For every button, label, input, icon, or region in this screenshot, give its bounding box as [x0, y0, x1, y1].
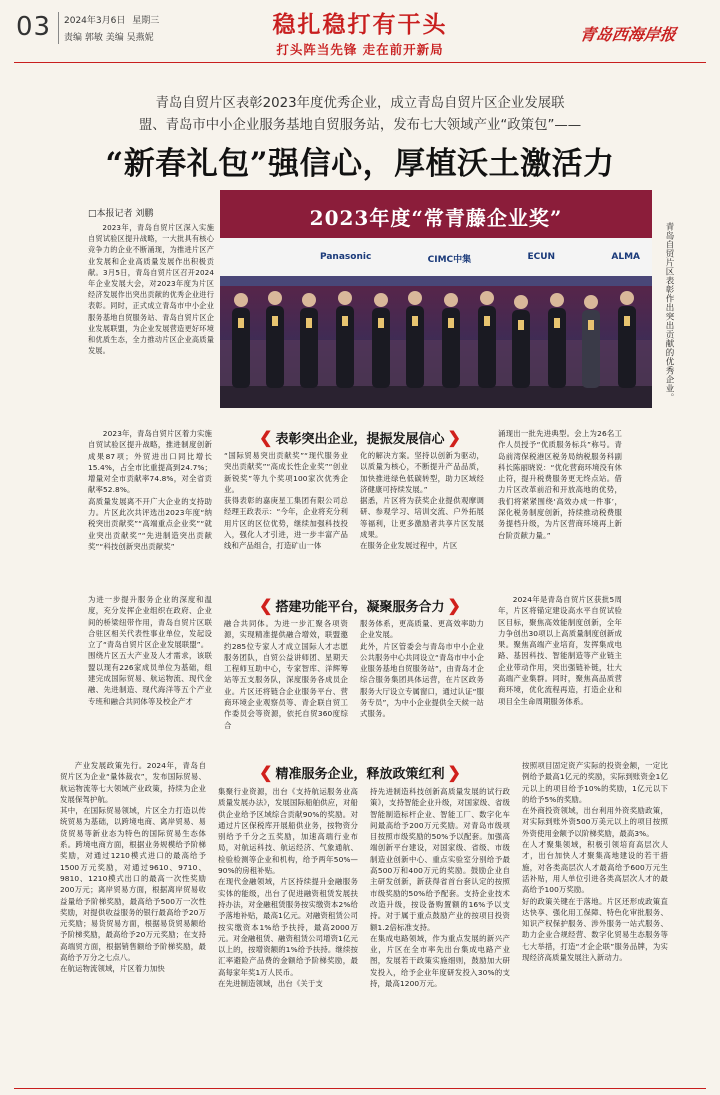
section-heading-1: ❮ 表彰突出企业，提振发展信心 ❯ [259, 427, 461, 447]
s1c3-text: 化的解决方案。坚持以创新为驱动，以质量为核心，不断提升产品品质，加快推进绿色低碳转型，助力区域经济健康可持续发展。” 据悉，片区将为获奖企业提供观摩调研、参观学习、培训交流、户外拓展等福利，让更多激励者共享片区发展成果。 在服务企业发展过程中，片区 [360, 451, 484, 551]
editors: 责编 郭敏 美编 吴燕妮 [64, 33, 154, 43]
s3c3-text: 持先进制造科技创新高质量发展的试行政策》，支持智能企业升级，对国家级、省级智能制造标杆企业、智能工厂、数字化车间最高给予200万元奖励。对青岛市级项目按照市级奖励的50%予以配套。加强高端创新平台建设，对国家级、省级、市级制造业创新中心、重点实验室分别给予最高500万和400万元的奖励。鼓励企业自主研发创新，新获得省首台套认定的按照市级奖励的50%给予配套。支持企业技术改造升级，按设备购置额的16%予以支持。对于属于重点鼓励产业的按项目投资额1.2倍标准支持。 在集成电路领域，作为重点发展的新兴产业，片区在全市率先出台集成电路产业图，发展若干政策实施细则，鼓励加大研发投入，给予企业年度研发投入30%的支持，最高1200万元。 [370, 787, 510, 989]
section-1-col-4 [498, 428, 622, 566]
section-heading-2: ❮ 搭建功能平台，凝聚服务合力 ❯ [259, 595, 461, 615]
sponsor-logo-row [320, 252, 640, 265]
bracket-right-icon: ❯ [447, 595, 461, 615]
s1c2-text: “国际贸易突出贡献奖”“现代服务业突出贡献奖”“高成长性企业奖”“创业新锐奖”等九个奖项100家次优秀企业。 获得表彰的嘉庚星工集团有限公司总经理王政表示：“今年，企业将充分利用片区的区位优势，继续加强科技投入，强化人才引进，进一步丰富产品线和产品组合，打造矿山一体 [224, 451, 348, 551]
s2c4-text: 2024年是青岛自贸片区获批5周年，片区将锚定建设高水平自贸试验区目标，聚焦高效能制度创新，全年力争创出30项以上高质量制度创新成果。聚焦高端产业培育，发挥集成电路、基因科技、智能制造等产业链主企业带动作用，突出强链补链，壮大高端产业集群。同时，聚焦高品质营商环境，优化流程再造，打造企业和项目全生命周期服务体系。 [498, 595, 622, 706]
lead-text: 2023年，青岛自贸片区深入实施自贸试验区提升战略，一大批具有核心竞争力的企业不断涌现，为推进片区产业发展和企业高质量发展作出积极贡献。3月5日，青岛自贸片区召开2024年企业发展大会，对2023年度为片区经济发展作出突出贡献的优秀企业进行表彰。同时，正式成立青岛市中小企业服务基地自贸服务站、青岛自贸片区企业发展联盟，为企业发展营造更好环境和优质生态，全力推动片区企业高质量发展。 [88, 223, 214, 356]
award-photo [220, 190, 652, 408]
s3c2-text: 集聚行业资源，出台《支持航运服务业高质量发展办法》，发展国际船舶供应，对船供企业给予区域综合贡献90%的奖励。对通过片区保税库开展船供业务，按物资分别给予千分之五奖励，加速高端行业布局，对航运科技、航运经济、气象通航、检验检测等企业和机构，给予两年50%—90%的房租补贴。 在现代金融领域，片区持续提升金融服务实体的能级，出台了促进融资租赁发展扶持办法，对金融租赁服务按实缴资本2%给予落地补贴，最高1亿元。对融资租赁公司按实缴资本1%给予扶持，最高2000万元。对金融租赁、融资租赁公司增资1亿元以上的，按增资额的1%给予扶持。继续按汇率避险产品费的金额给予阶梯奖励，最高每家年奖1万人民币。 在先进制造领域，出台《关于支 [218, 787, 358, 989]
kicker-line-2: 盟、青岛市中小企业服务基地自贸服务站，发布七大领域产业“政策包”—— [138, 118, 582, 133]
s1c4-text: 涌现出一批先进典型。会上为26名工作人员授予“优质服务标兵”称号。青岛前湾保税港区税务局纳税服务科副科长陈丽晓说：“优化营商环境没有休止符，提升税费服务更无终点站。借力片区改革前沿和开放高地的优势，我们将紧紧围绕‘高效办成一件事’，深化税务制度创新，持续推动税费服务提档升级，为片区营商环境再上新台阶贡献力量。” [498, 429, 622, 540]
s2c2-text: 融合共同体。为进一步汇聚各项资源，实现精准提供融合增效，联盟邀约285位专家人才成立国际人才志愿服务团队，自贸公益讲师团、星期天工程师互助中心，专家智库、洋辉筹站等五支服务队，深度服务各成员企业。片区还将链合企业服务平台、营商环境企业观察员等、青企联自贸工作委员会等资源，依托自贸360度综合 [224, 619, 348, 730]
sponsor-logo-2: CIMC中集 [427, 255, 472, 265]
s3c4-text: 按照项目固定资产实际的投资金额，一定比例给予最高1亿元的奖励，实际到账资金1亿元以上的项目给予10%的奖励，1亿元以下的给予5%的奖励。 在外商投资领域，出台利用外资奖励政策，对实际到账外资500万美元以上的项目按照外资使用金额予以阶梯奖励，最高3%。 在人才聚集领域，积极引领培育高层次人才，出台加快人才聚集高地建设的若干措施，对各类高层次人才最高给予600万元生活补贴，用人单位引进各类高层次人才的最高给予100万奖励。 好的政策关键在于落地。片区还形成政策直达快享、强化用工保障、特色化审批服务、知识产权保护服务、涉外服务一站式服务、助力企业合规经营、数字化贸易生态服务等七大举措，打造“才企企联”服务品牌，为实现经济高质量发展注入新动力。 [522, 761, 668, 963]
kicker-line-1: 青岛自贸片区表彰2023年度优秀企业，成立青岛自贸片区企业发展联 [155, 96, 565, 111]
weekday: 星期三 [132, 16, 160, 26]
section-3-col-3 [370, 786, 510, 1080]
sponsor-logo-1: Panasonic [320, 252, 372, 262]
section-1-col-2 [224, 450, 348, 565]
section-2-col-4 [498, 594, 622, 734]
s3c1-text: 产业发展政策先行。2024年，青岛自贸片区为企业“量体裁衣”，发布国际贸易、航运物流等七大领域产业政策，持续为企业发展保驾护航。 其中，在国际贸易领域，片区全力打造以传统贸易为基础，以跨境电商、离岸贸易、易货贸易等新业态为特色的国际贸易生态体系。跨境电商方面，根据业务规模给予阶梯奖励，对通过1210模式进口的最高给予1500万元奖励，对通过9610、9710、9810、1210模式出口的最高一次性奖励200万元；离岸贸易方面，根据离岸贸易收益量给予阶梯奖励，最高给予500万一次性奖励，对提供收益服务的银行最高给予20万元奖励；易货贸易方面，根据易货贸易额给予阶梯奖励，最高给予20万元奖励；在支持高端贸方面，根据销售额给予阶梯奖励，最高给予万分之七点八。 在航运物流领域，片区着力加快 [60, 761, 206, 974]
s2c1-text: 为进一步提升服务企业的深度和温度，充分发挥企业组织在政府、企业间的桥梁纽带作用，青岛自贸片区联合驻区相关代表性事业单位，发起设立了“青岛自贸片区企业发展联盟”。 围绕片区五大产业及人才需求，该联盟以现有226家成员单位为基础，组建完成国际贸易、航运物流、现代金融、先进制造、现代海洋等五个产业专班和融合共同体等及校企产才 [88, 595, 212, 706]
page-number: 03 [16, 12, 52, 42]
section-2-col-3 [360, 618, 484, 733]
bracket-right-icon: ❯ [447, 762, 461, 782]
bracket-left-icon: ❮ [259, 762, 273, 782]
date: 2024年3月6日 [64, 16, 126, 26]
s2c3-text: 服务体系，更高质量、更高效率助力企业发展。 此外，片区管委会与青岛市中小企业公共服务中心共同设立“青岛市中小企业服务基地自贸服务站”，由青岛才企综合服务集团具体运营，在片区政务服务大厅设立专属窗口，通过认证“服务专员”，为中小企业提供全天候一站式服务。 [360, 619, 484, 719]
section-3-col-2 [218, 786, 358, 1080]
main-headline: “新春礼包”强信心，厚植沃土激活力 [105, 146, 615, 182]
page-bottom-rule [14, 1088, 706, 1089]
photo-caption: 青岛自贸片区表彰作出突出贡献的优秀企业。 [664, 222, 674, 402]
section-2-col-1 [88, 594, 212, 734]
section-title: 稳扎稳打有干头 [272, 12, 448, 38]
sponsor-logo-4: ALMA [611, 252, 640, 262]
s1c1-text: 2023年，青岛自贸片区着力实施自贸试验区提升战略，推进制度创新成果87项；外贸进出口同比增长15.4%，占全市比重提高到24.7%；增量对全市贡献率74.8%，对全省贡献率52.8%。 高质量发展离不开广大企业的支持助力。片区此次共评选出2023年度“纳税突出贡献奖”“高端重点企业奖”“就业突出贡献奖”“先进制造突出贡献奖”“科技创新突出贡献奖” [88, 429, 212, 551]
masthead [0, 0, 720, 66]
section-subtitle: 打头阵当先锋 走在前开新局 [276, 42, 444, 57]
award-banner-text: 2023年度“常青藤企业奖” [309, 206, 563, 230]
bracket-right-icon: ❯ [447, 427, 461, 447]
section-heading-3: ❮ 精准服务企业，释放政策红利 ❯ [259, 762, 461, 782]
section-2-col-2 [224, 618, 348, 733]
section-3-col-1 [60, 760, 206, 1080]
bracket-left-icon: ❮ [259, 427, 273, 447]
bracket-left-icon: ❮ [259, 595, 273, 615]
sponsor-logo-3: ECUN [527, 252, 556, 262]
byline: □本报记者 刘鹏 [88, 209, 154, 219]
masthead-rule [14, 62, 706, 63]
section-1-col-3 [360, 450, 484, 565]
headline-kicker [40, 93, 680, 137]
lead-paragraph [88, 222, 214, 412]
section-3-col-4 [522, 760, 668, 1080]
section-1-col-1 [88, 428, 212, 566]
issue-date [64, 13, 159, 26]
paper-name-logo: 青岛西海岸报 [578, 25, 678, 44]
